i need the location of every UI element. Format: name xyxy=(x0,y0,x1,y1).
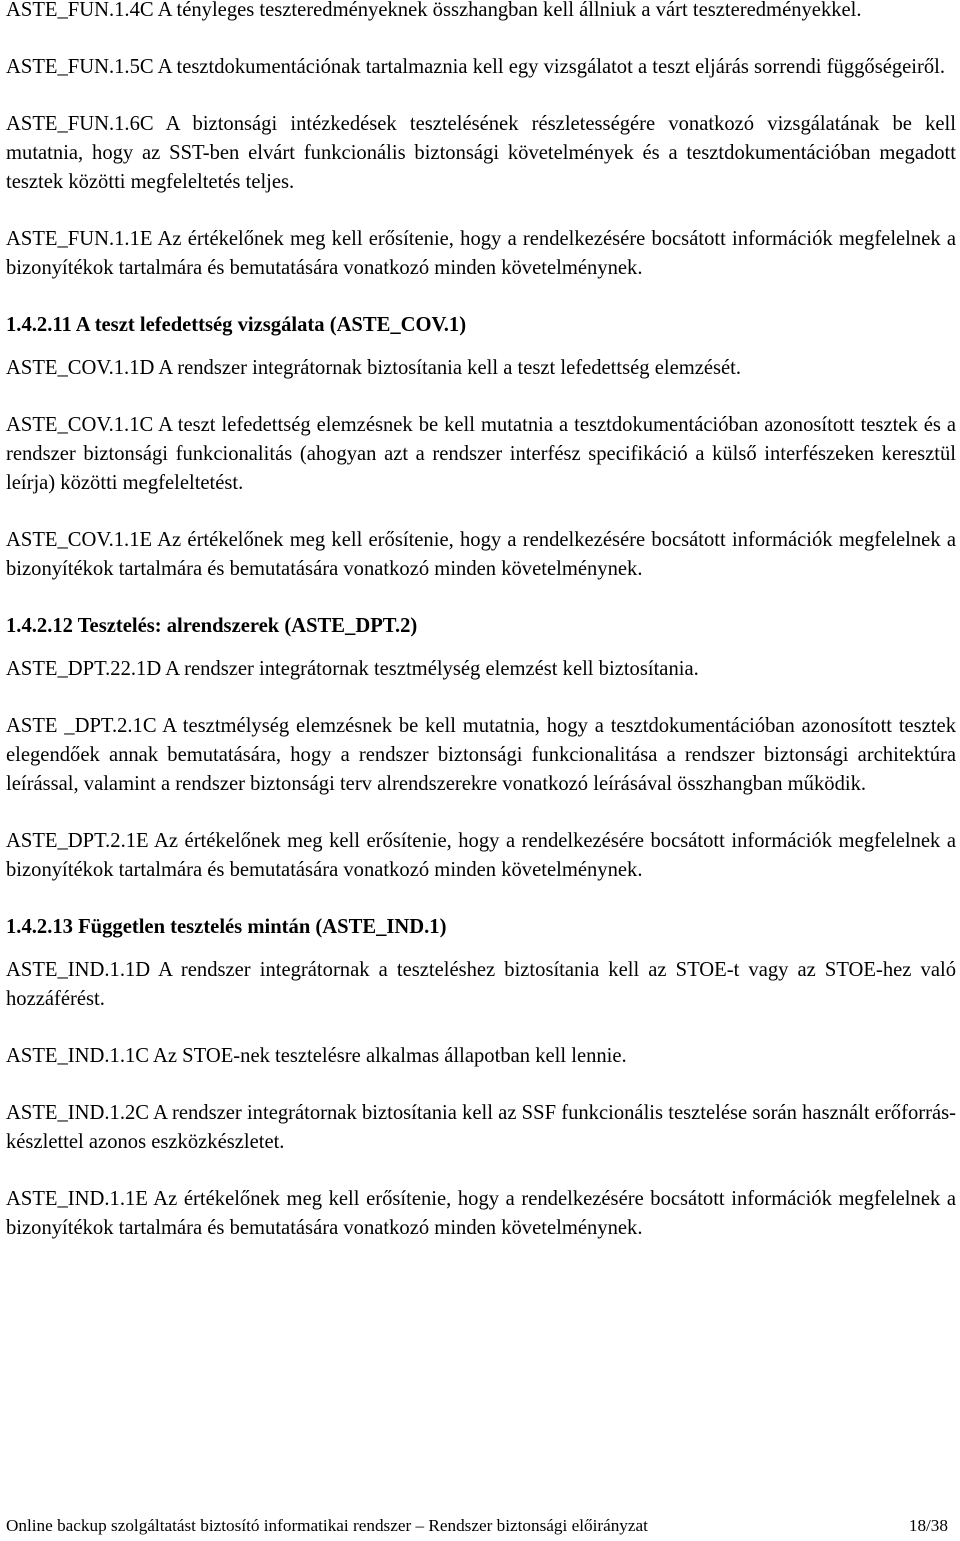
heading-aste-cov: 1.4.2.11 A teszt lefedettség vizsgálata (ASTE_COV.1) xyxy=(6,314,467,336)
paragraph-aste-dpt-2-1c: ASTE _DPT.2.1C A tesztmélység elemzésnek be kell mutatnia, hogy a tesztdokumentációban azonosított tesztek elegendőek annak bemutatására, hogy a rendszer biztonsági funkcionalitása a rendszer biztonsági architektúra leírással, valamint a rendszer biztonsági terv alrendszerekre vonatkozó leírásával összhangban működik. xyxy=(6,715,956,795)
paragraph-aste-dpt-22-1d: ASTE_DPT.22.1D A rendszer integrátornak tesztmélység elemzést kell biztosítania. xyxy=(6,658,699,680)
paragraph-aste-fun-1-5c: ASTE_FUN.1.5C A tesztdokumentációnak tartalmaznia kell egy vizsgálatot a teszt eljárás sorrendi függőségeiről. xyxy=(6,56,946,78)
heading-aste-ind: 1.4.2.13 Független tesztelés mintán (ASTE_IND.1) xyxy=(6,916,447,938)
paragraph-aste-ind-1-1c: ASTE_IND.1.1C Az STOE-nek tesztelésre alkalmas állapotban kell lennie. xyxy=(6,1045,627,1067)
paragraph-aste-ind-1-1e: ASTE_IND.1.1E Az értékelőnek meg kell erősítenie, hogy a rendelkezésére bocsátott információk megfelelnek a bizonyítékok tartalmára és bemutatására vonatkozó minden követelménynek. xyxy=(6,1188,956,1239)
heading-aste-dpt: 1.4.2.12 Tesztelés: alrendszerek (ASTE_DPT.2) xyxy=(6,615,418,637)
paragraph-aste-cov-1-1c: ASTE_COV.1.1C A teszt lefedettség elemzésnek be kell mutatnia a tesztdokumentációban azonosított tesztek és a rendszer biztonsági funkcionalitás (ahogyan azt a rendszer interfész specifikáció a külső interfészeken keresztül leírja) közötti megfeleltetést. xyxy=(6,414,956,494)
footer-document-title: Online backup szolgáltatást biztosító informatikai rendszer – Rendszer biztonsági előirányzat xyxy=(6,1516,648,1535)
paragraph-aste-fun-1-1e: ASTE_FUN.1.1E Az értékelőnek meg kell erősítenie, hogy a rendelkezésére bocsátott információk megfelelnek a bizonyítékok tartalmára és bemutatására vonatkozó minden követelménynek. xyxy=(6,228,956,279)
paragraph-aste-fun-1-6c: ASTE_FUN.1.6C A biztonsági intézkedések tesztelésének részletességére vonatkozó vizsgálatának be kell mutatnia, hogy az SST-ben elvárt funkcionális biztonsági követelmények és a tesztdokumentációban megadott tesztek közötti megfeleltetés teljes. xyxy=(6,113,956,193)
paragraph-aste-fun-1-4c: ASTE_FUN.1.4C A tényleges teszteredményeknek összhangban kell állniuk a várt teszteredményekkel. xyxy=(6,0,862,21)
footer-page-number: 18/38 xyxy=(908,1516,948,1535)
page-footer xyxy=(6,1515,948,1537)
paragraph-aste-ind-1-1d: ASTE_IND.1.1D A rendszer integrátornak a teszteléshez biztosítania kell az STOE-t vagy az STOE-hez való hozzáférést. xyxy=(6,959,956,1010)
paragraph-aste-cov-1-1d: ASTE_COV.1.1D A rendszer integrátornak biztosítania kell a teszt lefedettség elemzését. xyxy=(6,357,742,379)
paragraph-aste-ind-1-2c: ASTE_IND.1.2C A rendszer integrátornak biztosítania kell az SSF funkcionális tesztelése során használt erőforrás-készlettel azonos eszközkészletet. xyxy=(6,1102,956,1153)
document-page xyxy=(6,0,956,1271)
paragraph-aste-dpt-2-1e: ASTE_DPT.2.1E Az értékelőnek meg kell erősítenie, hogy a rendelkezésére bocsátott információk megfelelnek a bizonyítékok tartalmára és bemutatására vonatkozó minden követelménynek. xyxy=(6,830,956,881)
paragraph-aste-cov-1-1e: ASTE_COV.1.1E Az értékelőnek meg kell erősítenie, hogy a rendelkezésére bocsátott információk megfelelnek a bizonyítékok tartalmára és bemutatására vonatkozó minden követelménynek. xyxy=(6,529,956,580)
